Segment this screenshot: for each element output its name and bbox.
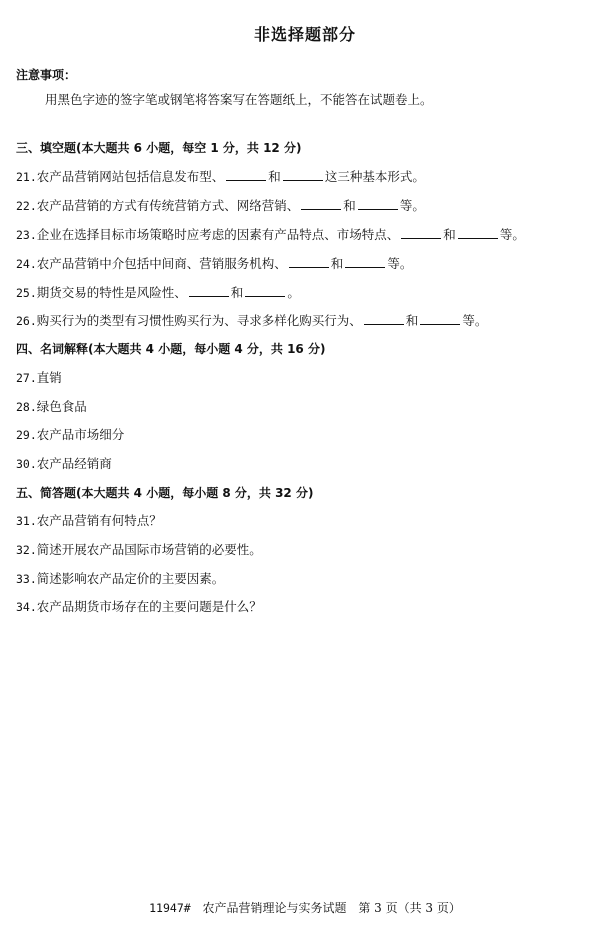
- question-number: 26.: [16, 314, 37, 328]
- exam-code: 11947#: [149, 901, 191, 915]
- question-text: 。: [287, 285, 300, 300]
- exam-subject: 农产品营销理论与实务试题: [202, 901, 347, 915]
- question-text: 和: [268, 169, 281, 184]
- answer-blank: [420, 313, 460, 325]
- answer-blank: [226, 169, 266, 181]
- question-number: 28.: [16, 400, 37, 414]
- question-text: 农产品营销有何特点？: [36, 513, 162, 528]
- question-29: [16, 427, 124, 443]
- notice-heading: 注意事项：: [16, 68, 77, 82]
- question-text: 直销: [36, 370, 62, 385]
- question-text: 等。: [499, 227, 525, 242]
- question-text: 农产品营销的方式有传统营销方式、网络营销、: [36, 198, 300, 213]
- question-text: 和: [443, 227, 456, 242]
- question-text: 企业在选择目标市场策略时应考虑的因素有产品特点、市场特点、: [36, 227, 400, 242]
- question-24: [16, 256, 412, 272]
- question-number: 22.: [16, 199, 37, 213]
- answer-blank: [283, 169, 323, 181]
- answer-blank: [189, 285, 229, 297]
- question-number: 34.: [16, 600, 37, 614]
- section-5-heading: 五、简答题(本大题共 4 小题，每小题 8 分，共 32 分): [16, 486, 314, 500]
- question-text: 和: [343, 198, 356, 213]
- answer-blank: [364, 313, 404, 325]
- question-number: 32.: [16, 543, 37, 557]
- question-28: [16, 399, 87, 415]
- question-text: 农产品营销网站包括信息发布型、: [36, 169, 225, 184]
- question-number: 21.: [16, 170, 37, 184]
- answer-blank: [458, 227, 498, 239]
- question-30: [16, 456, 112, 472]
- question-23: [16, 227, 525, 243]
- answer-blank: [245, 285, 285, 297]
- page-title: 非选择题部分: [253, 25, 356, 44]
- question-text: 农产品营销中介包括中间商、营销服务机构、: [36, 256, 287, 271]
- question-number: 27.: [16, 371, 37, 385]
- answer-blank: [345, 256, 385, 268]
- answer-blank: [301, 198, 341, 210]
- question-text: 和: [405, 313, 419, 328]
- question-number: 31.: [16, 514, 37, 528]
- question-34: [16, 599, 262, 615]
- section-3-heading: 三、填空题(本大题共 6 小题，每空 1 分，共 12 分): [16, 141, 302, 155]
- question-number: 29.: [16, 428, 37, 442]
- page-number: 第 3 页（共 3 页）: [358, 901, 461, 915]
- question-31: [16, 513, 162, 529]
- notice-body: 用黑色字迹的签字笔或钢笔将答案写在答题纸上，不能答在试题卷上。: [45, 92, 433, 107]
- question-number: 24.: [16, 257, 37, 271]
- question-33: [16, 571, 224, 587]
- question-number: 23.: [16, 228, 37, 242]
- question-27: [16, 370, 62, 386]
- question-text: 这三种基本形式。: [324, 169, 425, 184]
- question-text: 绿色食品: [36, 399, 87, 414]
- question-text: 等。: [462, 313, 488, 328]
- question-number: 33.: [16, 572, 37, 586]
- question-text: 等。: [387, 256, 413, 271]
- question-25: [16, 285, 300, 301]
- question-number: 30.: [16, 457, 37, 471]
- question-text: 和: [330, 256, 344, 271]
- question-32: [16, 542, 262, 558]
- question-text: 和: [230, 285, 244, 300]
- question-text: 购买行为的类型有习惯性购买行为、寻求多样化购买行为、: [36, 313, 362, 328]
- answer-blank: [289, 256, 329, 268]
- answer-blank: [401, 227, 441, 239]
- answer-blank: [358, 198, 398, 210]
- question-26: [16, 313, 487, 329]
- question-text: 简述开展农产品国际市场营销的必要性。: [36, 542, 262, 557]
- question-text: 农产品市场细分: [36, 427, 125, 442]
- page-footer: [0, 899, 610, 916]
- section-4-heading: 四、名词解释(本大题共 4 小题，每小题 4 分，共 16 分): [16, 342, 326, 356]
- question-text: 农产品期货市场存在的主要问题是什么？: [36, 599, 262, 614]
- question-text: 农产品经销商: [36, 456, 112, 471]
- question-text: 等。: [399, 198, 425, 213]
- question-number: 25.: [16, 286, 37, 300]
- question-21: [16, 169, 425, 185]
- question-22: [16, 198, 425, 214]
- question-text: 期货交易的特性是风险性、: [36, 285, 187, 300]
- question-text: 简述影响农产品定价的主要因素。: [36, 571, 225, 586]
